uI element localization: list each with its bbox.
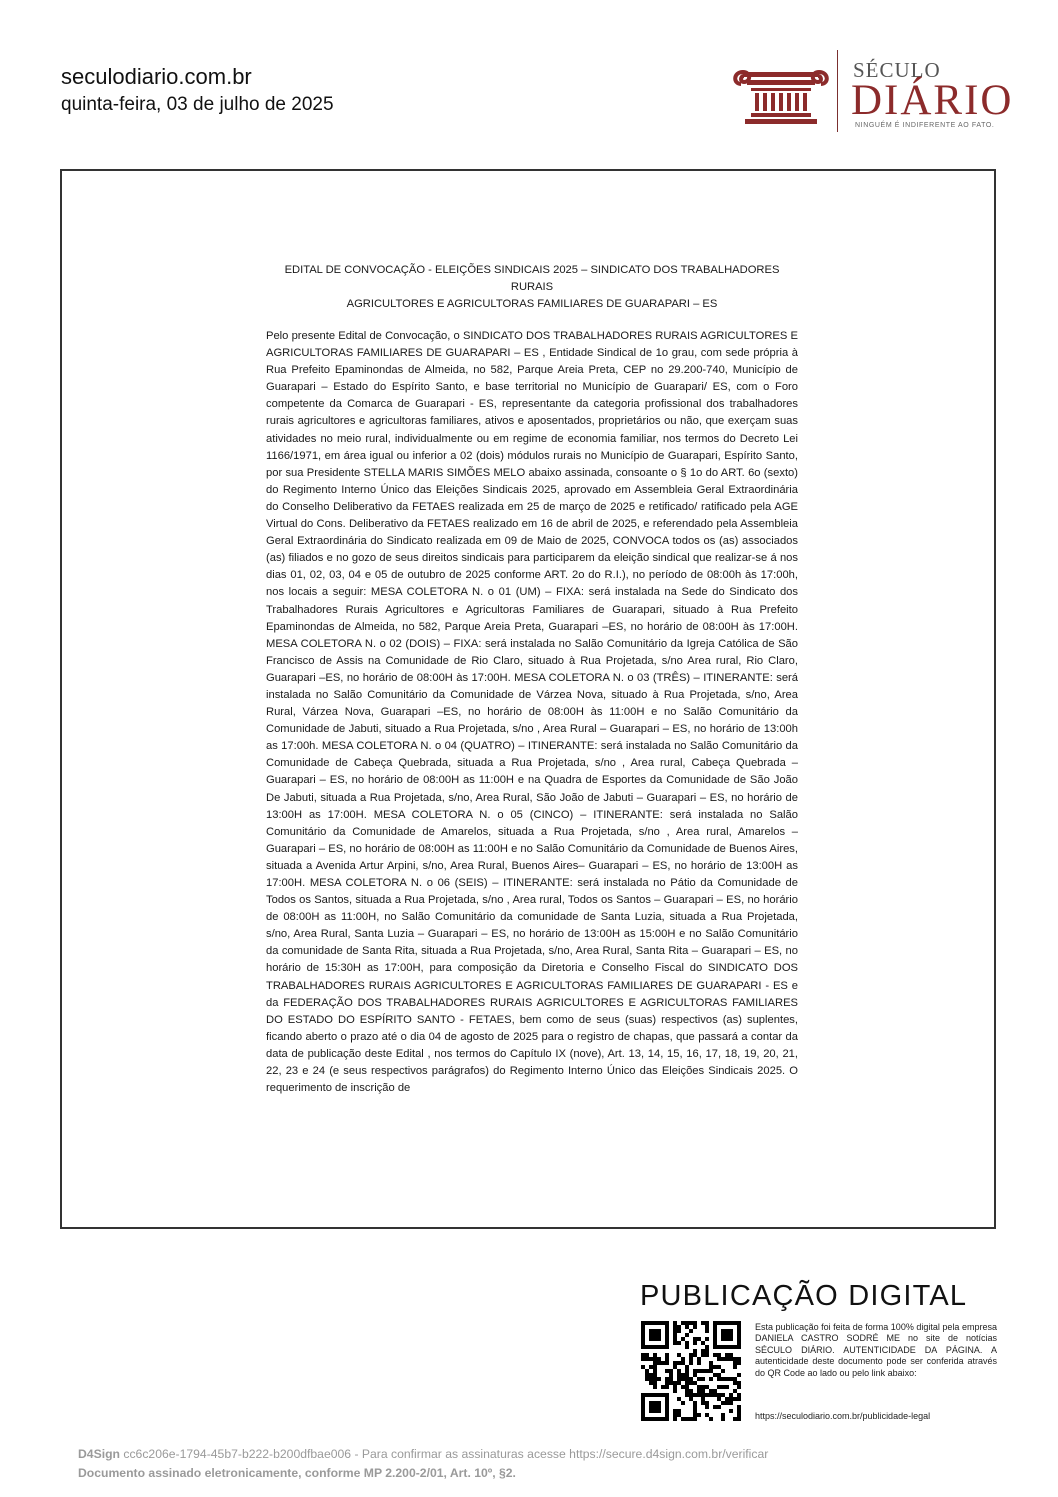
- logo-tagline: NINGUÉM É INDIFERENTE AO FATO.: [855, 122, 995, 129]
- title-line-3: AGRICULTORES E AGRICULTORAS FAMILIARES DE GUARAPARI – ES: [346, 298, 718, 310]
- publication-date: quinta-feira, 03 de julho de 2025: [61, 94, 334, 115]
- publication-notice: Esta publicação foi feita de forma 100% digital pela empresa DANIELA CASTRO SODRÉ ME no site de notícias SÉCULO DIÁRIO. AUTENTICIDADE DA PÁGINA. A autenticidade deste documento pode ser conferida através do QR Code ao lado ou pelo link abaixo:: [755, 1322, 997, 1378]
- qr-code-icon[interactable]: [641, 1321, 741, 1421]
- column-capital-icon: [733, 68, 829, 126]
- logo-word-seculo: SÉCULO: [853, 58, 941, 82]
- publication-link[interactable]: https://seculodiario.com.br/publicidade-legal: [755, 1411, 931, 1421]
- d4sign-brand: D4Sign: [78, 1447, 120, 1461]
- logo-word-diario: DIÁRIO: [851, 77, 1014, 124]
- title-line-1: EDITAL DE CONVOCAÇÃO - ELEIÇÕES SINDICAIS 2025 – SINDICATO DOS TRABALHADORES: [284, 264, 780, 276]
- site-url: seculodiario.com.br: [61, 64, 252, 89]
- digital-publication-title: PUBLICAÇÃO DIGITAL: [640, 1280, 968, 1312]
- signature-legal-note: Documento assinado eletronicamente, conforme MP 2.200-2/01, Art. 10º, §2.: [78, 1466, 516, 1480]
- title-line-2: RURAIS: [510, 281, 554, 293]
- document-body: Pelo presente Edital de Convocação, o SINDICATO DOS TRABALHADORES RURAIS AGRICULTORES E AGRICULTORAS FAMILIARES DE GUARAPARI – ES , Entidade Sindical de 1o grau, com sede própria à Rua Prefeito Epaminondas de Almeida, no 582, Parque Areia Preta, CEP no 29.200-740, Município de Guarapari – Estado do Espírito Santo, e base territorial no Município de Guarapari/ ES, com o Foro competente da Comarca de Guarapari - ES, representante da categoria profissional dos trabalhadores rurais agricultores e agricultoras familiares, ativos e aposentados, proprietários ou não, que exerçam suas atividades no meio rural, individualmente ou em regime de economia familiar, nos termos do Decreto Lei 1166/1971, em área igual ou inferior a 02 (dois) módulos rurais no Município de Guarapari, Espírito Santo, por sua Presidente STELLA MARIS SIMÕES MELO abaixo assinada, consoante o § 1o do ART. 6o (sexto) do Regimento Interno Único das Eleições Sindicais 2025, aprovado em Assembleia Geral Extraordinária do Conselho Deliberativo da FETAES realizada em 25 de março de 2025 e retificado/ ratificado pela AGE Virtual do Cons. Deliberativo da FETAES realizado em 16 de abril de 2025, e referendado pela Assembleia Geral Extraordinária do Sindicato realizada em 09 de Maio de 2025, CONVOCA todos os (as) associados (as) filiados e no gozo de seus direitos sindicais para participarem da eleição sindical que realizar-se á nos dias 01, 02, 03, 04 e 05 de outubro de 2025 conforme ART. 2o do R.I.), no período de 08:00h às 17:00h, nos locais a seguir: MESA COLETORA N. o 01 (UM) – FIXA: será instalada na Sede do Sindicato dos Trabalhadores Rurais Agricultores e Agricultoras Familiares de Guarapari, situado à Rua Prefeito Epaminondas de Almeida, no 582, Parque Areia Preta, Guarapari –ES, no horário de 08:00H às 17:00H. MESA COLETORA N. o 02 (DOIS) – FIXA: será instalada no Salão Comunitário da Igreja Católica de São Francisco de Assis na Comunidade de Rio Claro, situado à Rua Projetada, s/no Area rural, Rio Claro, Guarapari –ES, no horário de 08:00H às 17:00H. MESA COLETORA N. o 03 (TRÊS) – ITINERANTE: será instalada no Salão Comunitário da Comunidade de Várzea Nova, situado à Rua Projetada, s/no, Area Rural, Várzea Nova, Guarapari –ES, no horário de 08:00H às 11:00H e no Salão Comunitário da Comunidade de Jabuti, situado a Rua Projetada, s/no , Area Rural – Guarapari – ES, no horário de 13:00h as 17:00h. MESA COLETORA N. o 04 (QUATRO) – ITINERANTE: será instalada no Salão Comunitário da Comunidade de Cabeça Quebrada, situada a Rua Projetada, s/no , Area rural, Cabeça Quebrada – Guarapari – ES, no horário de 08:00H as 11:00H e na Quadra de Esportes da Comunidade de São João De Jabuti, situada a Rua Projetada, s/no, Area Rural, São João de Jabuti – Guarapari – ES, no horário de 13:00H as 17:00H. MESA COLETORA N. o 05 (CINCO) – ITINERANTE: será instalada no Salão Comunitário da Comunidade de Amarelos, situada a Rua Projetada, s/no , Area rural, Amarelos – Guarapari – ES, no horário de 08:00H as 11:00H e no Salão Comunitário da Comunidade de Buenos Aires, situada a Avenida Artur Arpini, s/no, Area Rural, Buenos Aires– Guarapari – ES, no horário de 13:00H as 17:00H. MESA COLETORA N. o 06 (SEIS) – ITINERANTE: será instalada no Pátio da Comunidade de Todos os Santos, situada a Rua Projetada, s/no , Area rural, Todos os Santos – Guarapari – ES, no horário de 08:00H as 11:00H, no Salão Comunitário da comunidade de Santa Luzia, situada a Rua Projetada, s/no, Area Rural, Santa Luzia – Guarapari – ES, no horário de 13:00H as 15:00H e no Salão Comunitário da comunidade de Santa Rita, situada a Rua Projetada, s/no, Area Rural, Santa Rita – Guarapari – ES, no horário de 15:30H as 17:00H, para composição da Diretoria e Conselho Fiscal do SINDICATO DOS TRABALHADORES RURAIS AGRICULTORES E AGRICULTORAS FAMILIARES DE GUARAPARI - ES e da FEDERAÇÃO DOS TRABALHADORES RURAIS AGRICULTORES E AGRICULTORAS FAMILIARES DO ESTADO DO ESPÍRITO SANTO - FETAES, bem como de seus (suas) respectivos (as) suplentes, ficando aberto o prazo até o dia 04 de agosto de 2025 para o registro de chapas, que passará a contar da data de publicação deste Edital , nos termos do Capítulo IX (nove), Art. 13, 14, 15, 16, 17, 18, 19, 20, 21, 22, 23 e 24 (e seus respectivos parágrafos) do Regimento Interno Único das Eleições Sindicais 2025. O requerimento de inscrição de: [266, 330, 798, 1095]
- signature-verification-text: cc6c206e-1794-45b7-b222-b200dfbae006 - Para confirmar as assinaturas acesse https://secure.d4sign.com.br/verificar: [119, 1447, 769, 1461]
- seculo-diario-logo[interactable]: [733, 50, 1014, 134]
- logo-divider: [837, 50, 838, 132]
- signature-footer: [78, 1447, 768, 1461]
- document-title: [266, 262, 798, 313]
